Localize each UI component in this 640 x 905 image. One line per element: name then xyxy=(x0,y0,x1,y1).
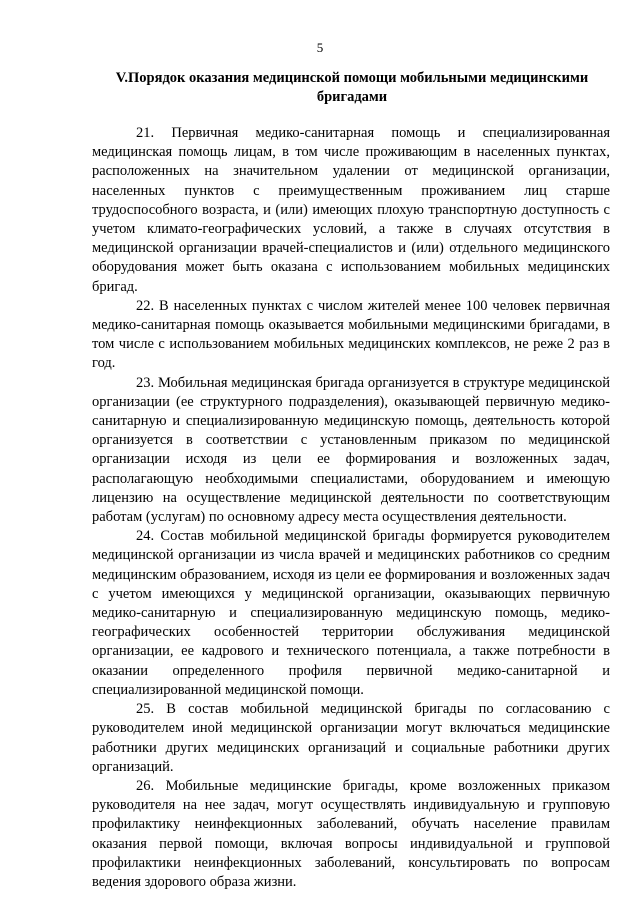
document-body xyxy=(92,124,610,892)
paragraph-25: 25. В состав мобильной медицинской бригады по согласованию с руководителем иной медицинской организации могут включаться медицинские работники других медицинских организаций и социальные работники других организаций. xyxy=(92,701,610,775)
paragraph-26: 26. Мобильные медицинские бригады, кроме возложенных приказом руководителя на нее задач, могут осуществлять индивидуальную и групповую профилактику неинфекционных заболеваний, обучать население правилам оказания первой помощи, включая вопросы индивидуальной и групповой профилактики неинфекционных заболеваний, консультировать по вопросам ведения здорового образа жизни. xyxy=(92,777,610,890)
paragraph-21: 21. Первичная медико-санитарная помощь и специализированная медицинская помощь лицам, в том числе проживающим в населенных пунктах, расположенных на значительном удалении от медицинской организации, населенных пунктов с преимущественным проживанием лиц старше трудоспособного возраста, и (или) имеющих плохую транспортную доступность с учетом климато-географических условий, а также в случаях отсутствия в медицинской организации врачей-специалистов и (или) отдельного медицинского оборудования может быть оказана с использованием мобильных медицинских бригад. xyxy=(92,125,610,295)
section-heading: V.Порядок оказания медицинской помощи мобильными медицинскими бригадами xyxy=(115,70,589,105)
paragraph-23: 23. Мобильная медицинская бригада организуется в структуре медицинской организации (ее структурного подразделения), оказывающей первичную медико-санитарную и специализированную медицинскую помощь, деятельность которой организуется в соответствии с установленным приказом по медицинской организации исходя из цели ее формирования и возложенных задач, располагающую необходимыми специалистами, оборудованием и имеющую лицензию на осуществление медицинской деятельности по соответствующим работам (услугам) по основному адресу места осуществления деятельности. xyxy=(92,374,610,526)
paragraph-24: 24. Состав мобильной медицинской бригады формируется руководителем медицинской организации из числа врачей и медицинских работников со средним медицинским образованием, исходя из цели ее формирования и возложенных задач с учетом имеющихся у медицинской организации, оказывающих первичную медико-санитарную и специализированную медицинскую помощь, медико-географических особенностей территории обслуживания медицинской организации, ее кадрового и технического потенциала, а также потребности в оказании определенного профиля первичной медико-санитарной и специализированной медицинской помощи. xyxy=(92,528,610,698)
page-number: 5 xyxy=(316,40,324,55)
paragraph-22: 22. В населенных пунктах с числом жителей менее 100 человек первичная медико-санитарная помощь оказывается мобильными медицинскими бригадами, в том числе с использованием мобильных медицинских комплексов, не реже 2 раз в год. xyxy=(92,297,610,372)
